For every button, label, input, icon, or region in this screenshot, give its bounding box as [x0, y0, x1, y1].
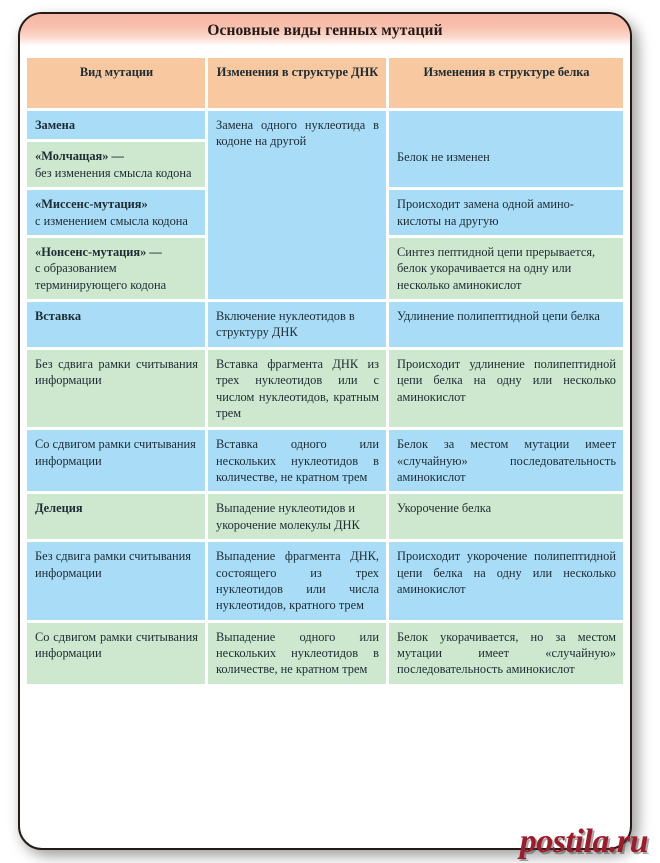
- cell-protein-deleciya-so-sdvigom: Белок укорачивается, но за местом мутации имеет «случайную» последовательность аминокислот: [389, 623, 623, 684]
- mutation-detail: с изменением смысла кодона: [35, 213, 188, 228]
- cell-dna-deleciya: Выпадение нуклеотидов и укорочение молекулы ДНК: [208, 494, 386, 539]
- mutation-name: «Миссенс-мутация»: [35, 197, 148, 212]
- table-row: [27, 111, 623, 139]
- protein-text-wrap: Белок не изменен: [397, 150, 490, 164]
- cell-protein-nonsense: Синтез пептидной цепи прерывается, белок укорачивается на одну или несколько аминокислот: [389, 238, 623, 299]
- mutation-name: Вставка: [35, 309, 82, 323]
- table-row: [27, 302, 623, 347]
- column-header-mutation-type: Вид мутации: [27, 58, 205, 108]
- gene-mutations-table: [24, 55, 626, 687]
- cell-protein-vstavka-bez-sdviga: Происходит удлинение полипептидной цепи белка на одну или несколько аминокислот: [389, 350, 623, 428]
- cell-mutation-deleciya: [27, 494, 205, 539]
- cell-mutation-deleciya-bez-sdviga: Без сдвига рамки считывания информации: [27, 542, 205, 620]
- title-spacer: [20, 46, 630, 55]
- column-header-protein-changes: Изменения в структуре белка: [389, 58, 623, 108]
- cell-mutation-molchashchaya: [27, 142, 205, 187]
- cell-mutation-zamena: [27, 111, 205, 139]
- cell-protein-vstavka-so-sdvigom: Белок за местом мутации имеет «случайную» последовательность аминокислот: [389, 430, 623, 491]
- table-row: [27, 350, 623, 428]
- cell-mutation-vstavka-bez-sdviga: Без сдвига рамки считывания информации: [27, 350, 205, 428]
- cell-protein-deleciya: Укорочение белка: [389, 494, 623, 539]
- table-row: [27, 430, 623, 491]
- cell-mutation-vstavka: [27, 302, 205, 347]
- table-row: [27, 623, 623, 684]
- mutation-name: Замена: [35, 118, 76, 132]
- column-header-dna-changes: Изменения в структуре ДНК: [208, 58, 386, 108]
- table-card: [18, 12, 632, 850]
- cell-dna-vstavka-so-sdvigom: Вставка одного или нескольких нуклеотидов в количестве, не кратном трем: [208, 430, 386, 491]
- page-title: Основные виды генных мутаций: [207, 21, 443, 39]
- cell-protein-deleciya-bez-sdviga: Происходит укорочение полипептидной цепи белка на одну или несколько аминокислот: [389, 542, 623, 620]
- cell-mutation-missense: [27, 190, 205, 235]
- cell-dna-vstavka: Включение нуклеотидов в структуру ДНК: [208, 302, 386, 347]
- cell-protein-zamena: [389, 111, 623, 187]
- title-band: [20, 14, 630, 46]
- cell-protein-vstavka: Удлинение полипептидной цепи белка: [389, 302, 623, 347]
- mutation-name: Делеция: [35, 501, 83, 516]
- card-bottom-spacer: [20, 687, 630, 705]
- cell-mutation-nonsense: [27, 238, 205, 299]
- mutation-detail: без изменения смысла кодона: [35, 165, 192, 180]
- table-row: [27, 494, 623, 539]
- cell-protein-missense: Происходит замена одной амино-кислоты на другую: [389, 190, 623, 235]
- mutation-name: «Молчащая» —: [35, 149, 124, 164]
- watermark-postila: postila.ru: [519, 823, 648, 860]
- cell-mutation-deleciya-so-sdvigom: Со сдвигом рамки считывания информации: [27, 623, 205, 684]
- table-row: [27, 542, 623, 620]
- cell-dna-zamena: Замена одного нуклеотида в кодоне на другой: [208, 111, 386, 299]
- table-header-row: [27, 58, 623, 108]
- cell-mutation-vstavka-so-sdvigom: Со сдвигом рамки считывания информации: [27, 430, 205, 491]
- cell-dna-vstavka-bez-sdviga: Вставка фрагмента ДНК из трех нуклеотидов или с числом нуклеотидов, кратным трем: [208, 350, 386, 428]
- mutation-detail: с образованием терминирующего кодона: [35, 261, 167, 292]
- cell-dna-deleciya-so-sdvigom: Выпадение одного или нескольких нуклеотидов в количестве, не кратном трем: [208, 623, 386, 684]
- mutation-name: «Нонсенс-мутация» —: [35, 244, 162, 259]
- cell-dna-deleciya-bez-sdviga: Выпадение фрагмента ДНК, состоящего из трех нуклеотидов или числа нуклеотидов, кратного трем: [208, 542, 386, 620]
